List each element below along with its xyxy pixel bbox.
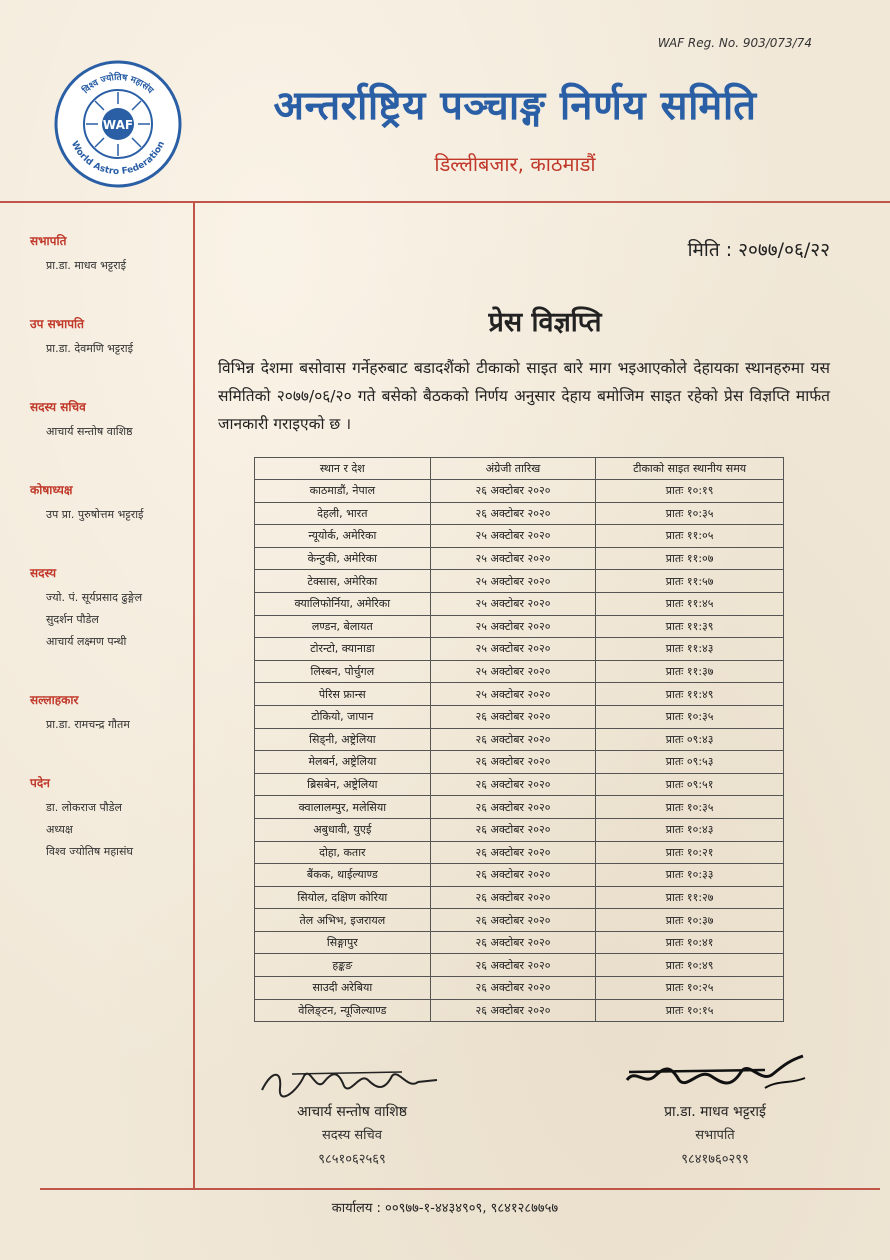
cell-time: प्रातः ११:०५	[596, 525, 784, 548]
table-row	[255, 818, 784, 841]
table-row	[255, 480, 784, 503]
table-row	[255, 570, 784, 593]
cell-time: प्रातः १०:२५	[596, 977, 784, 1000]
cell-date: २६ अक्टोबर २०२०	[430, 502, 596, 525]
cell-time: प्रातः ११:३९	[596, 615, 784, 638]
cell-place: दोहा, कतार	[255, 841, 431, 864]
committee-sidebar	[30, 232, 190, 861]
svg-text:World Astro Federation: World Astro Federation	[68, 139, 168, 178]
sidebar-member-name: आचार्य लक्ष्मण पन्थी	[46, 635, 127, 648]
cell-time: प्रातः ०९:४३	[596, 728, 784, 751]
table-row	[255, 660, 784, 683]
signatory-role-left: सदस्य सचिव	[321, 1128, 383, 1143]
cell-place: टोरन्टो, क्यानाडा	[255, 638, 431, 661]
signature-left	[222, 1062, 482, 1167]
table-row	[255, 977, 784, 1000]
body-paragraph: विभिन्न देशमा बसोवास गर्नेहरुबाट बडादशैंको टीकाको साइत बारे माग भइआएकोले देहायका स्थानहरुमा यस समितिको २०७७/०६/२० गते बसेको बैठकको निर्णय अनुसार देहाय बमोजिम साइत रहेको प्रेस विज्ञप्ति मार्फत जानकारी गराइएको छ ।	[218, 359, 830, 433]
table-row	[255, 592, 784, 615]
sidebar-member-name: प्रा.डा. देवमणि भट्टराई	[46, 342, 134, 355]
sidebar-member-name: विश्व ज्योतिष महासंघ	[46, 845, 133, 858]
sidebar-role: पदेन	[30, 776, 50, 790]
cell-date: २६ अक्टोबर २०२०	[430, 728, 596, 751]
sidebar-role: सदस्य सचिव	[30, 400, 86, 414]
cell-date: २६ अक्टोबर २०२०	[430, 931, 596, 954]
cell-place: क्यालिफोर्निया, अमेरिका	[255, 592, 431, 615]
cell-time: प्रातः १०:४३	[596, 818, 784, 841]
signature-right	[600, 1050, 830, 1167]
cell-place: अबुधावी, युएई	[255, 818, 431, 841]
signatory-name-left: आचार्य सन्तोष वाशिष्ठ	[296, 1104, 408, 1120]
waf-logo	[54, 60, 182, 188]
cell-date: २६ अक्टोबर २०२०	[430, 796, 596, 819]
cell-date: २५ अक्टोबर २०२०	[430, 547, 596, 570]
sidebar-group	[30, 564, 190, 651]
cell-time: प्रातः ११:३७	[596, 660, 784, 683]
signatory-phone-left: ९८५१०६२५६९	[318, 1152, 386, 1167]
cell-date: २५ अक्टोबर २०२०	[430, 660, 596, 683]
table-row	[255, 615, 784, 638]
cell-time: प्रातः ०९:५१	[596, 773, 784, 796]
office-contact: कार्यालय : ००९७७-१-४४३४९०९, ९८४१२८७७५७	[331, 1201, 559, 1216]
cell-place: साउदी अरेबिया	[255, 977, 431, 1000]
sidebar-role: कोषाध्यक्ष	[30, 483, 73, 497]
table-row	[255, 841, 784, 864]
signatory-phone-right: ९८४१७६०२९९	[681, 1152, 749, 1167]
cell-date: २६ अक्टोबर २०२०	[430, 705, 596, 728]
registration-number: WAF Reg. No. 903/073/74	[657, 36, 812, 50]
table-row	[255, 502, 784, 525]
cell-time: प्रातः १०:३५	[596, 705, 784, 728]
sidebar-role: सदस्य	[30, 566, 57, 580]
cell-time: प्रातः ११:४३	[596, 638, 784, 661]
sidebar-role: सल्लाहकार	[30, 693, 79, 707]
cell-place: पेरिस फ्रान्स	[255, 683, 431, 706]
cell-date: २६ अक्टोबर २०२०	[430, 751, 596, 774]
cell-place: लिस्बन, पोर्चुगल	[255, 660, 431, 683]
signatory-name-right: प्रा.डा. माधव भट्टराई	[664, 1104, 766, 1120]
cell-date: २६ अक्टोबर २०२०	[430, 999, 596, 1022]
sidebar-member-name: प्रा.डा. रामचन्द्र गौतम	[46, 718, 130, 731]
cell-time: प्रातः १०:३३	[596, 864, 784, 887]
cell-place: टोकियो, जापान	[255, 705, 431, 728]
sidebar-group	[30, 481, 190, 524]
table-row	[255, 773, 784, 796]
sidebar-group	[30, 398, 190, 441]
cell-place: टेक्सास, अमेरिका	[255, 570, 431, 593]
svg-text:विश्व ज्योतिष महासंघ: विश्व ज्योतिष महासंघ	[81, 72, 155, 97]
cell-date: २५ अक्टोबर २०२०	[430, 615, 596, 638]
cell-date: २६ अक्टोबर २०२०	[430, 841, 596, 864]
cell-place: सिङ्गापुर	[255, 931, 431, 954]
cell-place: लण्डन, बेलायत	[255, 615, 431, 638]
cell-date: २६ अक्टोबर २०२०	[430, 977, 596, 1000]
cell-date: २६ अक्टोबर २०२०	[430, 909, 596, 932]
table-row	[255, 931, 784, 954]
cell-date: २५ अक्टोबर २०२०	[430, 570, 596, 593]
cell-time: प्रातः १०:३५	[596, 502, 784, 525]
header-divider	[0, 201, 890, 203]
svg-text:WAF: WAF	[102, 118, 134, 132]
organization-address: डिल्लीबजार, काठमाडौं	[434, 152, 596, 176]
cell-time: प्रातः ११:४९	[596, 683, 784, 706]
cell-date: २५ अक्टोबर २०२०	[430, 638, 596, 661]
cell-date: २६ अक्टोबर २०२०	[430, 818, 596, 841]
cell-place: तेल अभिभ, इजरायल	[255, 909, 431, 932]
cell-date: २६ अक्टोबर २०२०	[430, 864, 596, 887]
table-row	[255, 728, 784, 751]
cell-time: प्रातः ११:५७	[596, 570, 784, 593]
table-row	[255, 751, 784, 774]
cell-date: २५ अक्टोबर २०२०	[430, 525, 596, 548]
cell-time: प्रातः १०:४१	[596, 931, 784, 954]
cell-date: २५ अक्टोबर २०२०	[430, 683, 596, 706]
table-row	[255, 864, 784, 887]
sidebar-member-name: डा. लोकराज पौडेल	[46, 801, 122, 814]
col-header-date: अंग्रेजी तारिख	[430, 458, 596, 480]
cell-place: केन्टुकी, अमेरिका	[255, 547, 431, 570]
col-header-time: टीकाको साइत स्थानीय समय	[596, 458, 784, 480]
cell-date: २६ अक्टोबर २०२०	[430, 886, 596, 909]
cell-place: मेलबर्न, अष्ट्रेलिया	[255, 751, 431, 774]
footer-divider	[40, 1188, 880, 1190]
table-row	[255, 796, 784, 819]
col-header-place: स्थान र देश	[255, 458, 431, 480]
cell-time: प्रातः १०:२१	[596, 841, 784, 864]
sidebar-divider	[193, 203, 195, 1188]
cell-time: प्रातः १०:४९	[596, 954, 784, 977]
cell-date: २५ अक्टोबर २०२०	[430, 592, 596, 615]
signatory-role-right: सभापति	[695, 1128, 735, 1143]
cell-place: काठमाडौं, नेपाल	[255, 480, 431, 503]
cell-date: २६ अक्टोबर २०२०	[430, 773, 596, 796]
sidebar-group	[30, 315, 190, 358]
sidebar-group	[30, 232, 190, 275]
sidebar-member-name: उप प्रा. पुरुषोत्तम भट्टराई	[46, 508, 144, 521]
table-row	[255, 547, 784, 570]
cell-time: प्रातः ०९:५३	[596, 751, 784, 774]
sidebar-member-name: ज्यो. पं. सूर्यप्रसाद ढुङ्गेल	[46, 591, 143, 604]
sidebar-member-name: आचार्य सन्तोष वाशिष्ठ	[46, 425, 133, 438]
cell-place: देहली, भारत	[255, 502, 431, 525]
cell-time: प्रातः ११:०७	[596, 547, 784, 570]
cell-time: प्रातः ११:४५	[596, 592, 784, 615]
table-header-row	[255, 458, 784, 480]
cell-place: न्यूयोर्क, अमेरिका	[255, 525, 431, 548]
handwritten-signature-right	[615, 1050, 815, 1100]
sidebar-group	[30, 691, 190, 734]
sidebar-member-name: प्रा.डा. माधव भट्टराई	[46, 259, 126, 272]
tika-time-table	[254, 457, 784, 1022]
sidebar-role: सभापति	[30, 234, 67, 248]
table-row	[255, 705, 784, 728]
handwritten-signature-left	[252, 1062, 452, 1100]
cell-place: वेलिङ्टन, न्यूजिल्याण्ड	[255, 999, 431, 1022]
sidebar-role: उप सभापति	[30, 317, 84, 331]
table-row	[255, 999, 784, 1022]
cell-place: हङ्कङ	[255, 954, 431, 977]
cell-time: प्रातः १०:३५	[596, 796, 784, 819]
cell-date: २६ अक्टोबर २०२०	[430, 480, 596, 503]
page-heading: प्रेस विज्ञप्ति	[488, 307, 602, 338]
table-row	[255, 954, 784, 977]
organization-title: अन्तर्राष्ट्रिय पञ्चाङ्ग निर्णय समिति	[273, 83, 757, 129]
cell-place: सियोल, दक्षिण कोरिया	[255, 886, 431, 909]
cell-place: सिड्नी, अष्ट्रेलिया	[255, 728, 431, 751]
cell-time: प्रातः १०:१५	[596, 999, 784, 1022]
cell-place: ब्रिसबेन, अष्ट्रेलिया	[255, 773, 431, 796]
sidebar-member-name: अध्यक्ष	[46, 823, 73, 836]
cell-date: २६ अक्टोबर २०२०	[430, 954, 596, 977]
table-row	[255, 886, 784, 909]
cell-place: बैंकक, थाईल्याण्ड	[255, 864, 431, 887]
table-row	[255, 525, 784, 548]
cell-time: प्रातः ११:२७	[596, 886, 784, 909]
table-row	[255, 683, 784, 706]
cell-time: प्रातः १०:१९	[596, 480, 784, 503]
table-row	[255, 638, 784, 661]
cell-time: प्रातः १०:३७	[596, 909, 784, 932]
date-line: मिति : २०७७/०६/२२	[687, 239, 830, 261]
sidebar-member-name: सुदर्शन पौडेल	[46, 613, 99, 626]
table-row	[255, 909, 784, 932]
sidebar-group	[30, 774, 190, 861]
cell-place: क्वालालम्पुर, मलेसिया	[255, 796, 431, 819]
